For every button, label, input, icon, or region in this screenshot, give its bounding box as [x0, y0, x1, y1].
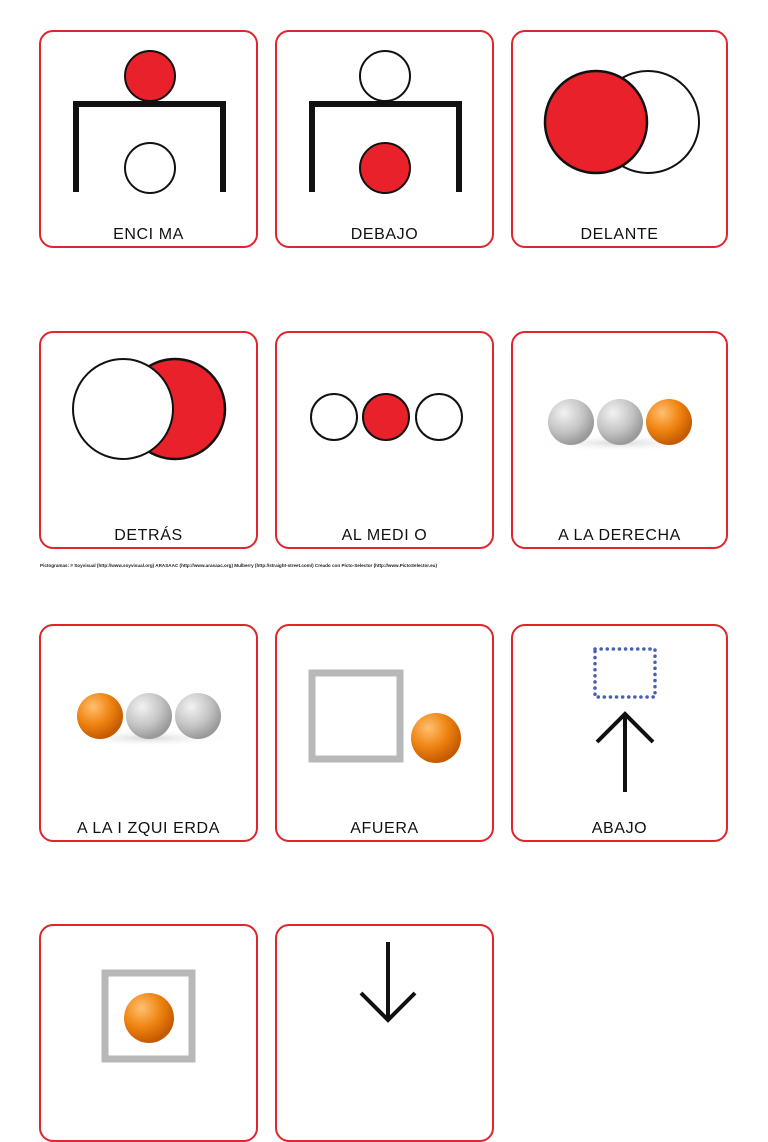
pictogram-card-delante [511, 30, 728, 248]
card-label: AFUERA [350, 820, 419, 837]
red-circle-in-front-icon [513, 32, 726, 246]
orange-ball-right-icon [513, 333, 726, 547]
card-label: A LA DERECHA [558, 527, 681, 544]
pictogram-card-abajo [511, 624, 728, 842]
red-circle-behind-icon [41, 333, 256, 547]
card-label: A LA I ZQUI ERDA [77, 820, 220, 837]
pictogram-card-arriba [275, 924, 494, 1142]
card-label: DETRÁS [114, 527, 183, 544]
pictogram-card-debajo [275, 30, 494, 248]
arrow-down-icon [277, 926, 492, 1140]
ball-above-box-icon [41, 32, 256, 246]
pictogram-card-encima [39, 30, 258, 248]
card-label: DELANTE [580, 226, 659, 243]
orange-ball-left-icon [41, 626, 256, 840]
pictogram-card-a-la-derecha [511, 331, 728, 549]
pictogram-card-afuera [275, 624, 494, 842]
pictogram-card-a-la-izquierda [39, 624, 258, 842]
card-label: ABAJO [591, 820, 648, 837]
card-label: AL MEDI O [341, 527, 428, 544]
card-label: DEBAJO [350, 226, 419, 243]
pictogram-card-al-medio [275, 331, 494, 549]
pictogram-credits: Pictogramas: # Soyvisual (http://www.soyvisual.org) ARASAAC (http://www.arasaac.org) Mulberry (http://straight-street.com/) Creado con Picto-Selector (http://www.PictoSelector.eu) [40, 563, 437, 568]
arrow-up-to-box-icon [513, 626, 726, 840]
pictogram-card-adentro [39, 924, 258, 1142]
card-label: ENCI MA [113, 226, 184, 243]
ball-inside-square-icon [41, 926, 256, 1140]
pictogram-card-detras [39, 331, 258, 549]
ball-below-box-icon [277, 32, 492, 246]
red-circle-middle-icon [277, 333, 492, 547]
ball-outside-square-icon [277, 626, 492, 840]
